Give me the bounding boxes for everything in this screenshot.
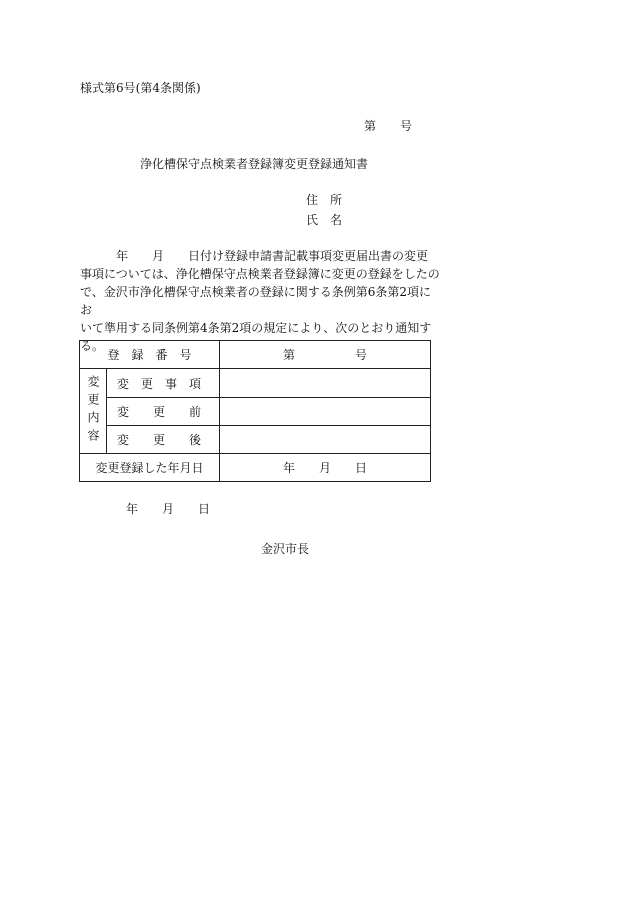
- after-change-label: 変 更 後: [117, 433, 202, 447]
- registration-number-label: 登 録 番 号: [107, 348, 192, 362]
- change-date-value-cell: [220, 454, 431, 482]
- change-registration-table: [79, 340, 431, 482]
- document-title: 浄化槽保守点検業者登録簿変更登録通知書: [140, 157, 369, 171]
- notice-body-text: 年 月 日付け登録申請書記載事項変更届出書の変更 事項については、浄化槽保守点検業者登録簿に変更の登録をしたの で、金沢市浄化槽保守点検業者の登録に関する条例第6条第2項にお いて準用する同条例第4条第2項の規定により、次のとおり通知す る。: [80, 249, 440, 353]
- change-content-label: 変更内容: [86, 375, 100, 447]
- change-item-label: 変 更 事 項: [117, 376, 202, 391]
- change-content-group-cell: [80, 369, 107, 454]
- before-change-label: 変 更 前: [117, 405, 202, 419]
- change-date-label-cell: [80, 454, 220, 482]
- sender-name: 金沢市長: [261, 542, 310, 556]
- after-change-label-cell: [107, 426, 220, 454]
- table-row: [80, 454, 431, 482]
- registration-number-label-cell: [80, 341, 220, 369]
- form-number: 様式第6号(第4条関係): [80, 81, 201, 95]
- before-change-label-cell: [107, 398, 220, 426]
- after-change-value-cell[interactable]: [220, 426, 431, 454]
- change-date-label: 変更登録した年月日: [95, 461, 204, 475]
- document-number: 第 号: [364, 119, 413, 133]
- name-label: 氏 名: [306, 213, 343, 227]
- registration-number-value-cell: [220, 341, 431, 369]
- table-row: [80, 341, 431, 369]
- table-row: [80, 369, 431, 398]
- change-date-value: 年 月 日: [283, 461, 368, 475]
- registration-number-value: 第 号: [283, 348, 368, 362]
- change-item-label-cell: [107, 369, 220, 398]
- notification-date: 年 月 日: [126, 502, 211, 516]
- table-row: [80, 398, 431, 426]
- before-change-value-cell[interactable]: [220, 398, 431, 426]
- change-item-value-cell[interactable]: [220, 369, 431, 398]
- table-row: [80, 426, 431, 454]
- address-label: 住 所: [306, 193, 343, 207]
